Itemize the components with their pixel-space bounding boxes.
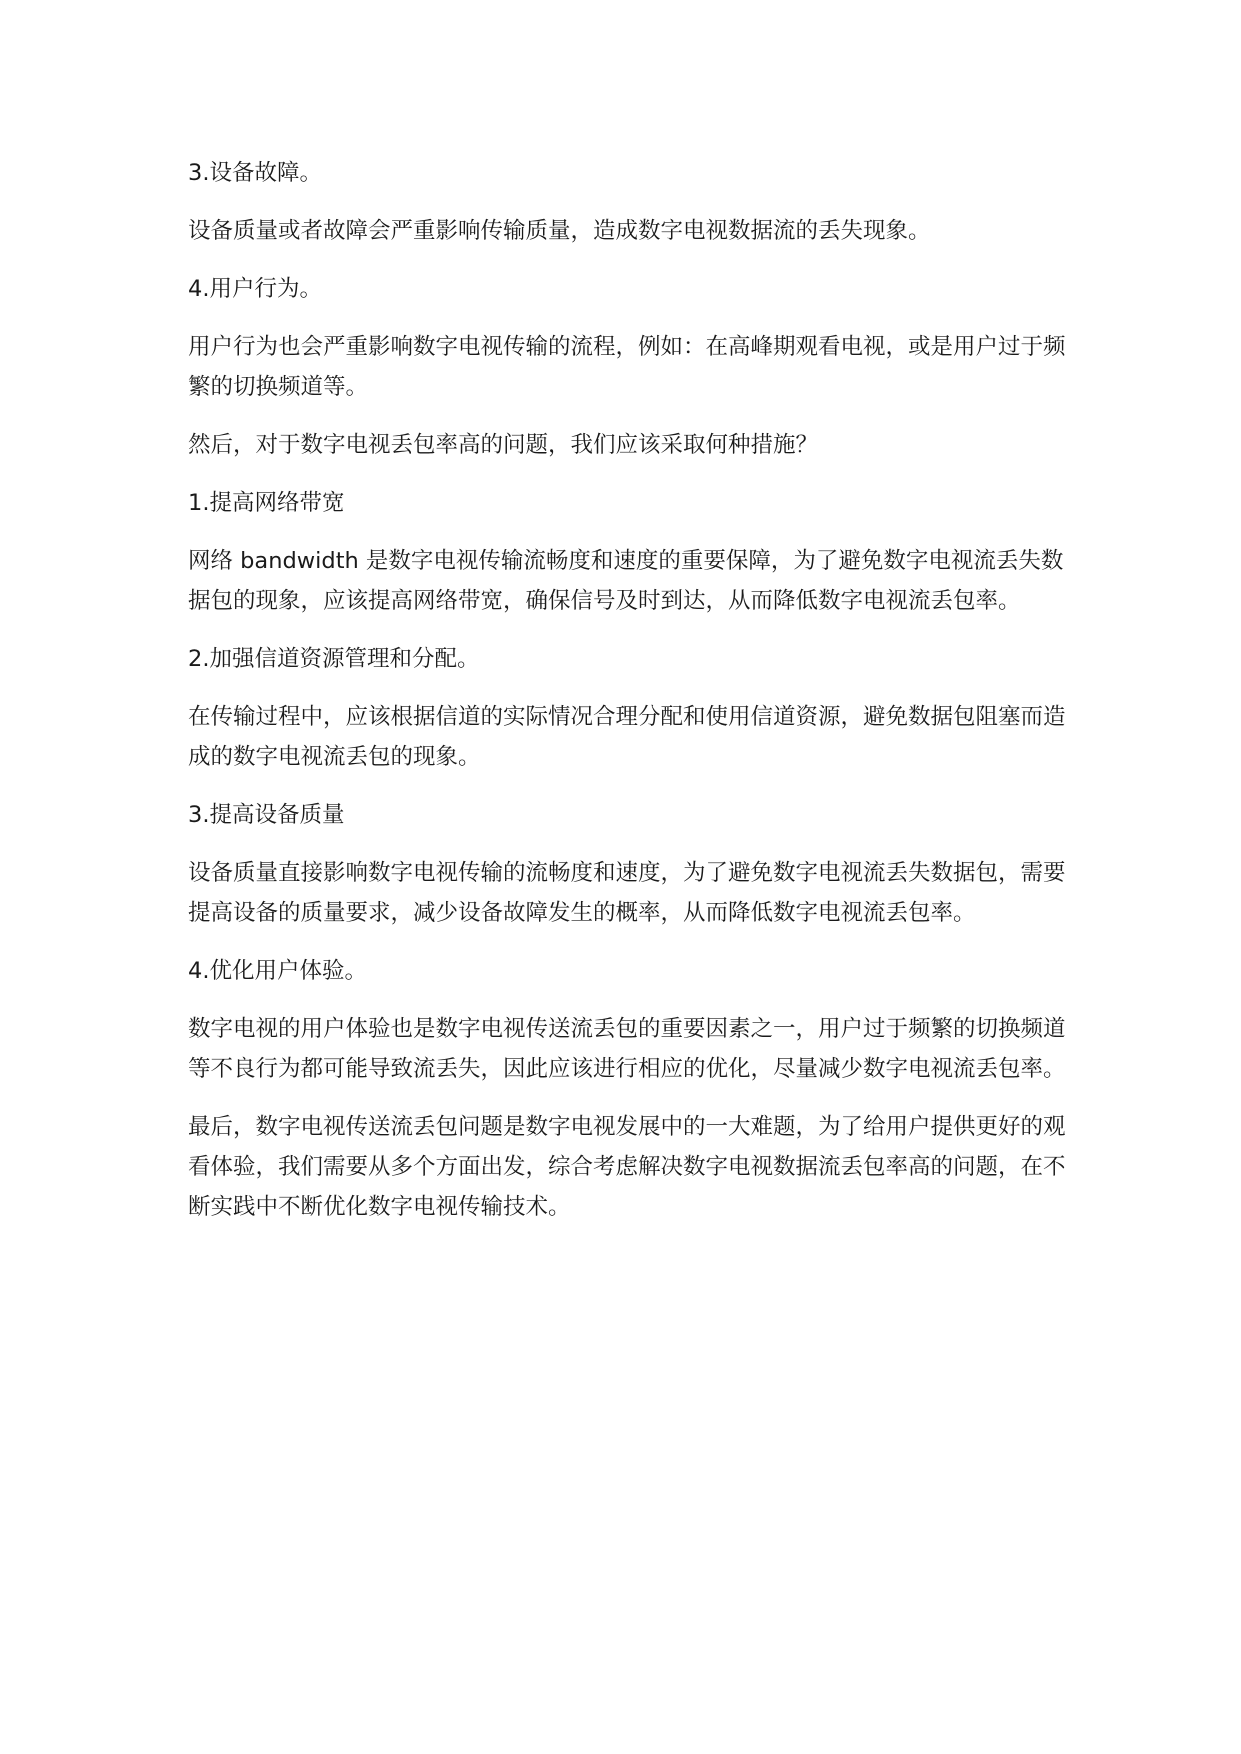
section-heading-equipment-quality: 3.提高设备质量 bbox=[188, 802, 345, 828]
paragraph-channel-management: 在传输过程中，应该根据信道的实际情况合理分配和使用信道资源，避免数据包阻塞而造成的数字电视流丢包的现象。 bbox=[188, 704, 1066, 770]
paragraph-equipment-quality: 设备质量直接影响数字电视传输的流畅度和速度，为了避免数字电视流丢失数据包，需要提高设备的质量要求，减少设备故障发生的概率，从而降低数字电视流丢包率。 bbox=[188, 860, 1066, 926]
section-heading-equipment-failure: 3.设备故障。 bbox=[188, 160, 322, 186]
section-heading-bandwidth: 1.提高网络带宽 bbox=[188, 490, 345, 516]
paragraph-equipment-failure: 设备质量或者故障会严重影响传输质量，造成数字电视数据流的丢失现象。 bbox=[188, 218, 931, 244]
paragraph-bandwidth: 网络 bandwidth 是数字电视传输流畅度和速度的重要保障，为了避免数字电视流丢失数据包的现象，应该提高网络带宽，确保信号及时到达，从而降低数字电视流丢包率。 bbox=[188, 548, 1064, 614]
section-heading-user-behavior: 4.用户行为。 bbox=[188, 276, 322, 302]
section-heading-channel-management: 2.加强信道资源管理和分配。 bbox=[188, 646, 480, 672]
paragraph-user-behavior: 用户行为也会严重影响数字电视传输的流程，例如：在高峰期观看电视，或是用户过于频繁的切换频道等。 bbox=[188, 334, 1066, 400]
paragraph-conclusion: 最后，数字电视传送流丢包问题是数字电视发展中的一大难题，为了给用户提供更好的观看体验，我们需要从多个方面出发，综合考虑解决数字电视数据流丢包率高的问题，在不断实践中不断优化数字电视传输技术。 bbox=[188, 1114, 1066, 1220]
paragraph-user-experience: 数字电视的用户体验也是数字电视传送流丢包的重要因素之一，用户过于频繁的切换频道等不良行为都可能导致流丢失，因此应该进行相应的优化，尽量减少数字电视流丢包率。 bbox=[188, 1016, 1066, 1082]
section-heading-user-experience: 4.优化用户体验。 bbox=[188, 958, 367, 984]
document-body bbox=[188, 153, 1068, 1245]
paragraph-measures-intro: 然后，对于数字电视丢包率高的问题，我们应该采取何种措施？ bbox=[188, 432, 819, 458]
